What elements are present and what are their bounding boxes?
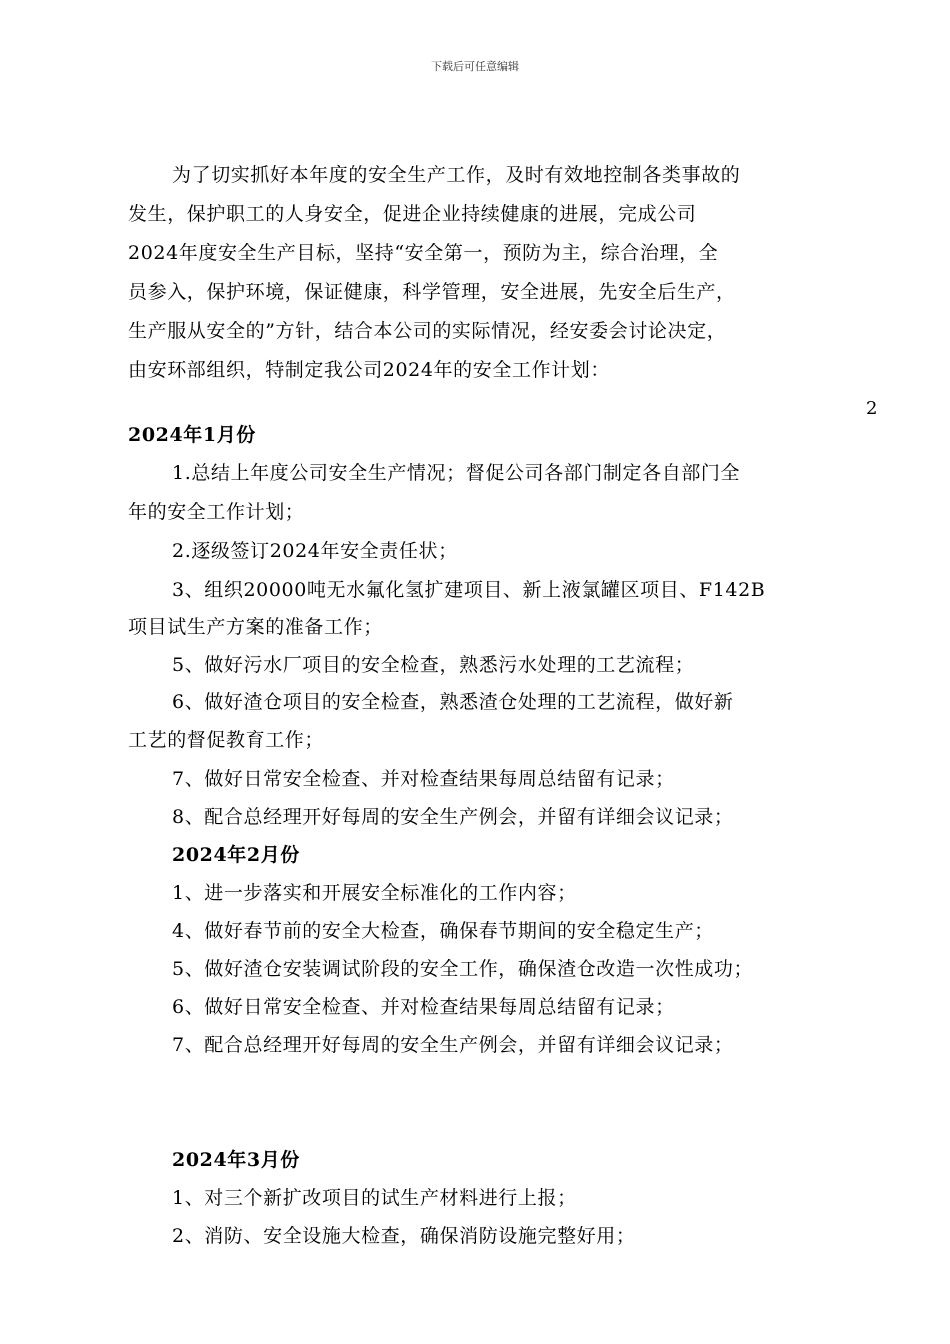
- list-item: 3、组织20000吨无水氟化氢扩建项目、新上液氯罐区项目、F142B: [172, 579, 766, 601]
- list-item: 2.逐级签订2024年安全责任状；: [172, 540, 458, 562]
- intro-line: 员参入，保护环境，保证健康，科学管理，安全进展，先安全后生产，: [128, 281, 736, 303]
- page-number: 2: [866, 398, 878, 419]
- intro-line: 为了切实抓好本年度的安全生产工作，及时有效地控制各类事故的: [172, 164, 741, 186]
- list-item: 6、做好渣仓项目的安全检查，熟悉渣仓处理的工艺流程，做好新: [172, 691, 734, 713]
- section-heading-january: 2024年1月份: [128, 424, 256, 446]
- list-item: 2、消防、安全设施大检查，确保消防设施完整好用；: [172, 1225, 636, 1247]
- list-item: 项目试生产方案的准备工作；: [128, 616, 383, 638]
- intro-line: 生产服从安全的”方针，结合本公司的实际情况，经安委会讨论决定，: [128, 320, 727, 342]
- list-item: 1.总结上年度公司安全生产情况；督促公司各部门制定各自部门全: [172, 462, 741, 484]
- list-item: 1、对三个新扩改项目的试生产材料进行上报；: [172, 1187, 577, 1209]
- section-heading-march: 2024年3月份: [172, 1149, 300, 1171]
- list-item: 工艺的督促教育工作；: [128, 729, 325, 751]
- list-item: 7、做好日常安全检查、并对检查结果每周总结留有记录；: [172, 768, 675, 790]
- intro-line: 发生，保护职工的人身安全，促进企业持续健康的进展，完成公司: [128, 203, 697, 225]
- list-item: 5、做好污水厂项目的安全检查，熟悉污水处理的工艺流程；: [172, 654, 695, 676]
- list-item: 4、做好春节前的安全大检查，确保春节期间的安全稳定生产；: [172, 920, 714, 942]
- list-item: 年的安全工作计划；: [128, 501, 305, 523]
- list-item: 6、做好日常安全检查、并对检查结果每周总结留有记录；: [172, 996, 675, 1018]
- list-item: 1、进一步落实和开展安全标准化的工作内容；: [172, 882, 577, 904]
- intro-line: 2024年度安全生产目标，坚持“安全第一，预防为主，综合治理，全: [128, 242, 719, 264]
- list-item: 8、配合总经理开好每周的安全生产例会，并留有详细会议记录；: [172, 806, 734, 828]
- list-item: 5、做好渣仓安装调试阶段的安全工作，确保渣仓改造一次性成功；: [172, 958, 754, 980]
- section-heading-february: 2024年2月份: [172, 844, 300, 866]
- intro-line: 由安环部组织，特制定我公司2024年的安全工作计划：: [128, 359, 610, 381]
- list-item: 7、配合总经理开好每周的安全生产例会，并留有详细会议记录；: [172, 1034, 734, 1056]
- header-note: 下载后可任意编辑: [431, 60, 519, 73]
